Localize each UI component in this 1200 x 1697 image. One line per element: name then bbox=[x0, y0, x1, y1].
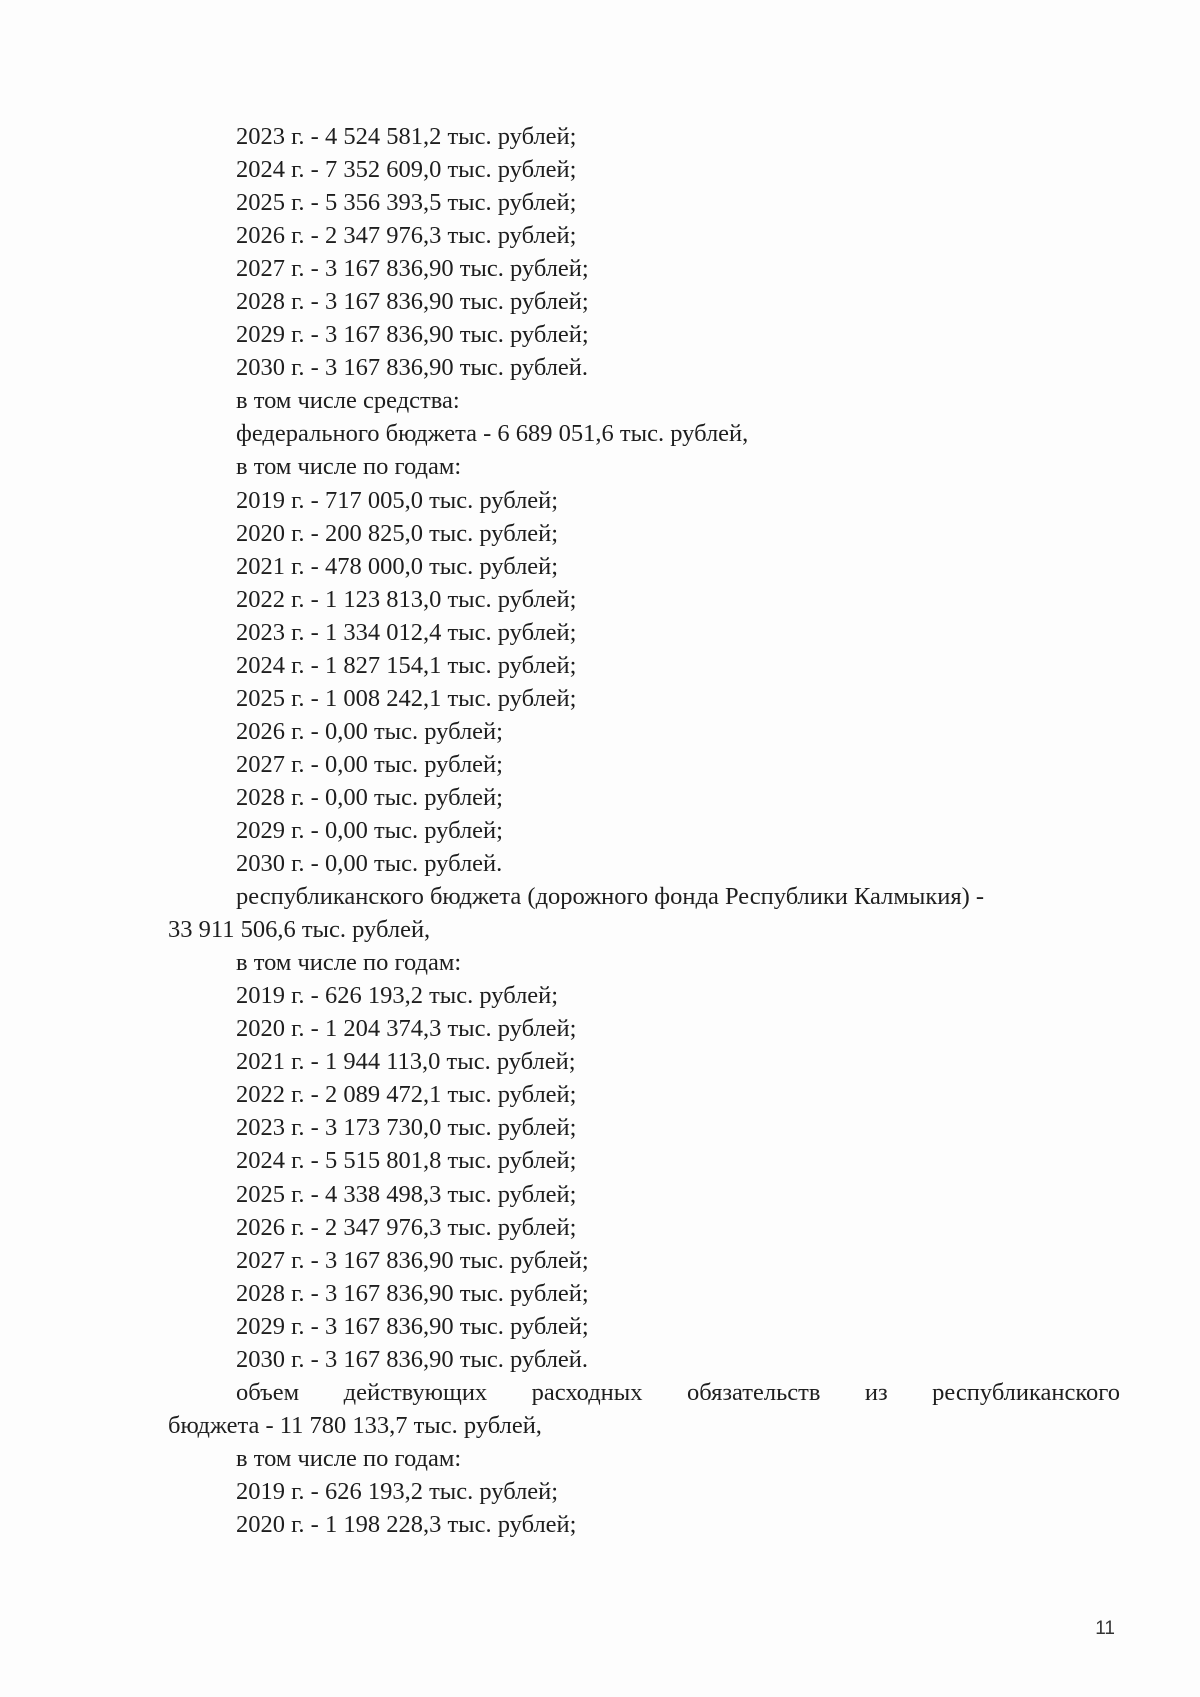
document-body bbox=[168, 120, 1120, 1541]
text-line: 2026 г. - 2 347 976,3 тыс. рублей; bbox=[236, 1213, 577, 1241]
text-line: 2023 г. - 1 334 012,4 тыс. рублей; bbox=[236, 618, 577, 646]
text-line: 2019 г. - 717 005,0 тыс. рублей; bbox=[236, 486, 559, 514]
text-line: 2020 г. - 1 204 374,3 тыс. рублей; bbox=[236, 1015, 577, 1043]
text-line: в том числе по годам: bbox=[236, 1444, 462, 1472]
page-number: 11 bbox=[1095, 1618, 1115, 1639]
text-line: 2030 г. - 3 167 836,90 тыс. рублей. bbox=[236, 354, 589, 382]
text-line: 2019 г. - 626 193,2 тыс. рублей; bbox=[236, 982, 559, 1010]
text-line: 2027 г. - 3 167 836,90 тыс. рублей; bbox=[236, 1246, 589, 1274]
text-line: 2025 г. - 1 008 242,1 тыс. рублей; bbox=[236, 684, 577, 712]
text-line: 2029 г. - 3 167 836,90 тыс. рублей; bbox=[236, 1312, 589, 1340]
text-line: 2028 г. - 3 167 836,90 тыс. рублей; bbox=[236, 288, 589, 316]
text-line: федерального бюджета - 6 689 051,6 тыс. рублей, bbox=[236, 420, 749, 448]
text-line: 2027 г. - 3 167 836,90 тыс. рублей; bbox=[236, 255, 589, 283]
text-line: 2028 г. - 3 167 836,90 тыс. рублей; bbox=[236, 1279, 589, 1307]
text-line: 2020 г. - 1 198 228,3 тыс. рублей; bbox=[236, 1510, 577, 1538]
text-line: 2027 г. - 0,00 тыс. рублей; bbox=[236, 750, 503, 778]
text-line: 2021 г. - 478 000,0 тыс. рублей; bbox=[236, 552, 559, 580]
text-line: бюджета - 11 780 133,7 тыс. рублей, bbox=[168, 1411, 542, 1439]
text-line: 2024 г. - 5 515 801,8 тыс. рублей; bbox=[236, 1147, 577, 1175]
text-line: 2024 г. - 1 827 154,1 тыс. рублей; bbox=[236, 651, 577, 679]
text-line: 2019 г. - 626 193,2 тыс. рублей; bbox=[236, 1477, 559, 1505]
text-line: 2025 г. - 5 356 393,5 тыс. рублей; bbox=[236, 189, 577, 217]
text-line: республиканского бюджета (дорожного фонда Республики Калмыкия) - bbox=[236, 883, 985, 911]
text-line: в том числе по годам: bbox=[236, 949, 462, 977]
text-line: 2026 г. - 0,00 тыс. рублей; bbox=[236, 717, 503, 745]
text-line: 2024 г. - 7 352 609,0 тыс. рублей; bbox=[236, 156, 577, 184]
text-line: 2025 г. - 4 338 498,3 тыс. рублей; bbox=[236, 1180, 577, 1208]
text-line: 2020 г. - 200 825,0 тыс. рублей; bbox=[236, 519, 559, 547]
text-line: 2022 г. - 1 123 813,0 тыс. рублей; bbox=[236, 585, 577, 613]
text-line: 2023 г. - 3 173 730,0 тыс. рублей; bbox=[236, 1114, 577, 1142]
text-line: 2029 г. - 3 167 836,90 тыс. рублей; bbox=[236, 321, 589, 349]
text-line: 2029 г. - 0,00 тыс. рублей; bbox=[236, 816, 503, 844]
text-line: в том числе средства: bbox=[236, 387, 460, 415]
text-line: 2028 г. - 0,00 тыс. рублей; bbox=[236, 783, 503, 811]
text-line: 2030 г. - 3 167 836,90 тыс. рублей. bbox=[236, 1345, 589, 1373]
text-line: в том числе по годам: bbox=[236, 453, 462, 481]
text-line: 2023 г. - 4 524 581,2 тыс. рублей; bbox=[236, 123, 577, 150]
text-line: 2030 г. - 0,00 тыс. рублей. bbox=[236, 850, 503, 878]
text-line: 2026 г. - 2 347 976,3 тыс. рублей; bbox=[236, 222, 577, 250]
text-line: 2021 г. - 1 944 113,0 тыс. рублей; bbox=[236, 1048, 576, 1076]
text-line: объем действующих расходных обязательств из республиканского bbox=[236, 1378, 1120, 1406]
text-line: 2022 г. - 2 089 472,1 тыс. рублей; bbox=[236, 1081, 577, 1109]
text-line: 33 911 506,6 тыс. рублей, bbox=[168, 916, 431, 944]
